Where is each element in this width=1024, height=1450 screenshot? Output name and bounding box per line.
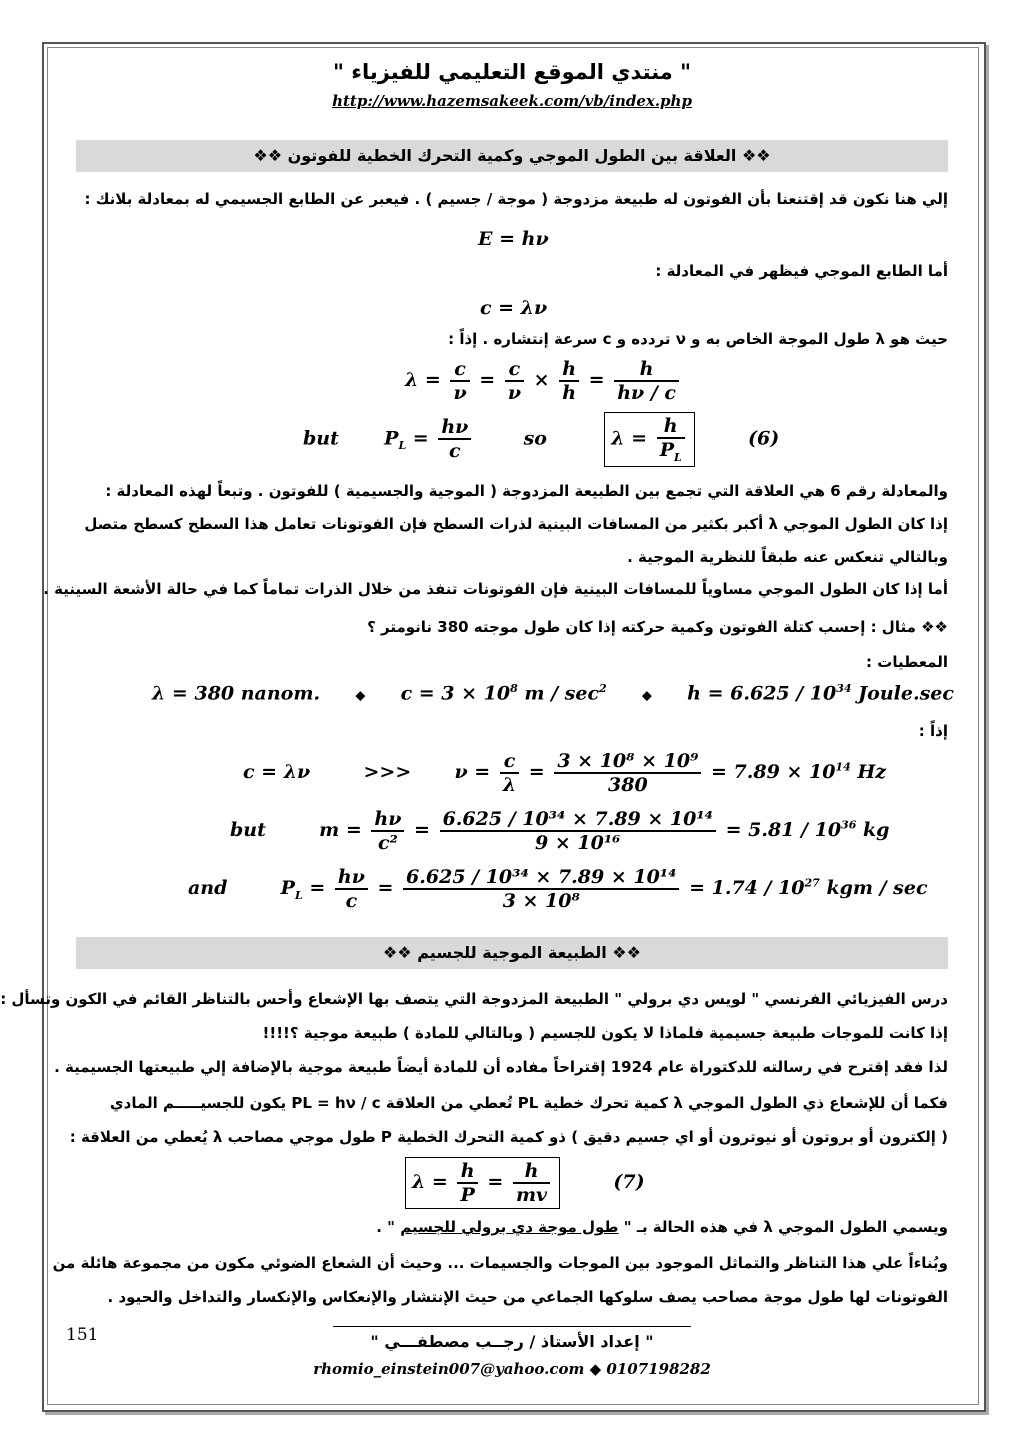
equation-planck: E = hν — [478, 228, 549, 250]
boxed-equation-7: λ = $\frac{h}{P}$ = $\frac{h}{mv}$ — [405, 1157, 560, 1209]
header-url[interactable]: http://www.hazemsakeek.com/vb/index.php — [332, 92, 692, 110]
term-de-broglie-wavelength: طول موجة دي برولي للجسيم — [400, 1218, 619, 1236]
paragraph-givens-label: المعطيات : — [866, 653, 948, 671]
footer-divider — [333, 1326, 691, 1327]
paragraph-de-broglie: درس الفيزيائي الفرنسي " لويس دي برولي " الطبيعة المزدوجة التي يتصف بها الإشعاع وأحس بالتناظر القائم في الكون وتسأل : — [0, 990, 948, 1008]
paragraph-therefore: إذاً : — [918, 722, 948, 740]
calc-frequency: c = λν >>> ν = $\frac{c}{\lambda}$ = $\frac{\text{3 × 10⁸ × 10⁹}}{380}$ = $7.89 \times 10^{14}$ Hz — [243, 750, 887, 796]
paragraph-xray: أما إذا كان الطول الموجي مساوياً للمسافات البينية فإن الفوتونات تنفذ من خلال الذرات تماماً كما في حالة الأشعة السينية . — [43, 580, 948, 598]
paragraph-wave-nature: أما الطابع الموجي فيظهر في المعادلة : — [655, 262, 948, 280]
footer-contact: rhomio_einstein007@yahoo.com ◆ 0107198282 — [313, 1360, 711, 1378]
paragraph-dual-nature: إلي هنا نكون قد إقتنعنا بأن الفوتون له طبيعة مزدوجة ( موجة / جسيم ) . فيعبر عن الطابع الجسيمي له بمعادلة بلانك : — [84, 190, 948, 208]
footer-author: " إعداد الأستاذ / رجــب مصطفـــي " — [370, 1332, 654, 1351]
calc-mass: but m = $\frac{h\nu}{\text{c²}}$ = $\frac{\text{6.625 / 10³⁴ × 7.89 × 10¹⁴}}{\text{9 × 10¹⁶}}$ = $5.81 / 10^{36}$ kg — [230, 808, 890, 854]
section-heading-particle: ❖❖ الطبيعة الموجية للجسيم ❖❖ — [76, 937, 948, 969]
calc-momentum: and $P_L$ = $\frac{h\nu}{c}$ = $\frac{\text{6.625 / 10³⁴ × 7.89 × 10¹⁴}}{\text{3 × 10⁸}}$ = $1.74 / 10^{27}$ kgm / sec — [188, 866, 928, 912]
paragraph-large-wavelength: إذا كان الطول الموجي λ أكبر بكثير من المسافات البينية لذرات السطح فإن الفوتونات تعامل هذا السطح كسطح متصل — [84, 515, 948, 533]
paragraph-photons-behavior: الفوتونات لها طول موجة مصاحب يصف سلوكها الجماعي من حيث الإنتشار والإنعكاس والإنكسار والتداخل والحيود . — [107, 1288, 948, 1306]
paragraph-symmetry: وبُناءاً علي هذا التناظر والتماثل الموجود بين الموجات والجسيمات ... وحيث أن الشعاع الضوئي مكون من مجموعة هائلة من — [52, 1254, 948, 1272]
equation-number-7: (7) — [613, 1171, 645, 1193]
equation-7 — [405, 1157, 645, 1209]
paragraph-question: إذا كانت للموجات طبيعة جسيمية فلماذا لا يكون للجسيم ( وبالتالي للمادة ) طبيعة موجية ؟!!!! — [262, 1024, 948, 1042]
paragraph-de-broglie-wavelength: ويسمي الطول الموجي λ في هذه الحالة بـ " طول موجة دي برولي للجسيم " . — [376, 1218, 948, 1236]
paragraph-1924: لذا فقد إقترح في رسالته للدكتوراة عام 1924 إقتراحاً مفاده أن للمادة أيضاً طبيعة موجية بالإضافة إلي طبيعتها الجسيمية . — [54, 1058, 948, 1076]
equation-number-6: (6) — [747, 427, 780, 450]
paragraph-particle: ( إلكترون أو بروتون أو نيوترون أو اي جسيم دقيق ) ذو كمية التحرك الخطية P طول موجي مصاحب λ يُعطي من العلاقة : — [69, 1128, 948, 1146]
paragraph-definitions: حيث هو λ طول الموجة الخاص به و ν تردده و c سرعة إنتشاره . إذاً : — [448, 330, 948, 348]
paragraph-radiation: فكما أن للإشعاع ذي الطول الموجي λ كمية تحرك خطية PL تُعطي من العلاقة PL = hν / c يكون للجسيـــــم المادي — [109, 1094, 948, 1112]
paragraph-example: ❖❖ مثال : إحسب كتلة الفوتون وكمية حركته إذا كان طول موجته 380 نانومتر ؟ — [367, 618, 948, 636]
paragraph-equation-6: والمعادلة رقم 6 هي العلاقة التي تجمع بين الطبيعة المزدوجة ( الموجية والجسيمية ) للفوتون . وتبعاً لهذه المعادلة : — [105, 482, 948, 500]
boxed-equation-6: λ = $\frac{h}{P_L}$ — [604, 412, 695, 467]
section-heading-photon: ❖❖ العلاقة بين الطول الموجي وكمية التحرك الخطية للفوتون ❖❖ — [76, 140, 948, 172]
page-number: 151 — [66, 1325, 99, 1345]
header-title: " منتدي الموقع التعليمي للفيزياء " — [332, 60, 692, 84]
equation-momentum: but $P_L$ = $\frac{h\nu}{c}$ so λ = $\frac{h}{P_L}$ (6) — [303, 412, 723, 467]
equation-lambda-derivation: λ = $\frac{c}{\nu}$ = $\frac{c}{\nu}$ × $\frac{h}{h}$ = $\frac{h}{h\nu / c}$ — [405, 358, 682, 404]
equation-wave: c = λν — [480, 297, 548, 319]
givens-line: λ = 380 nanom. ◆ $c = 3 \times 10^8$ m / $\sec^2$ ◆ $h = 6.625 / 10^{34}$ Joule.sec — [152, 682, 954, 705]
paragraph-reflection: وبالتالي تنعكس عنه طبقاً للنظرية الموجية . — [627, 548, 948, 566]
